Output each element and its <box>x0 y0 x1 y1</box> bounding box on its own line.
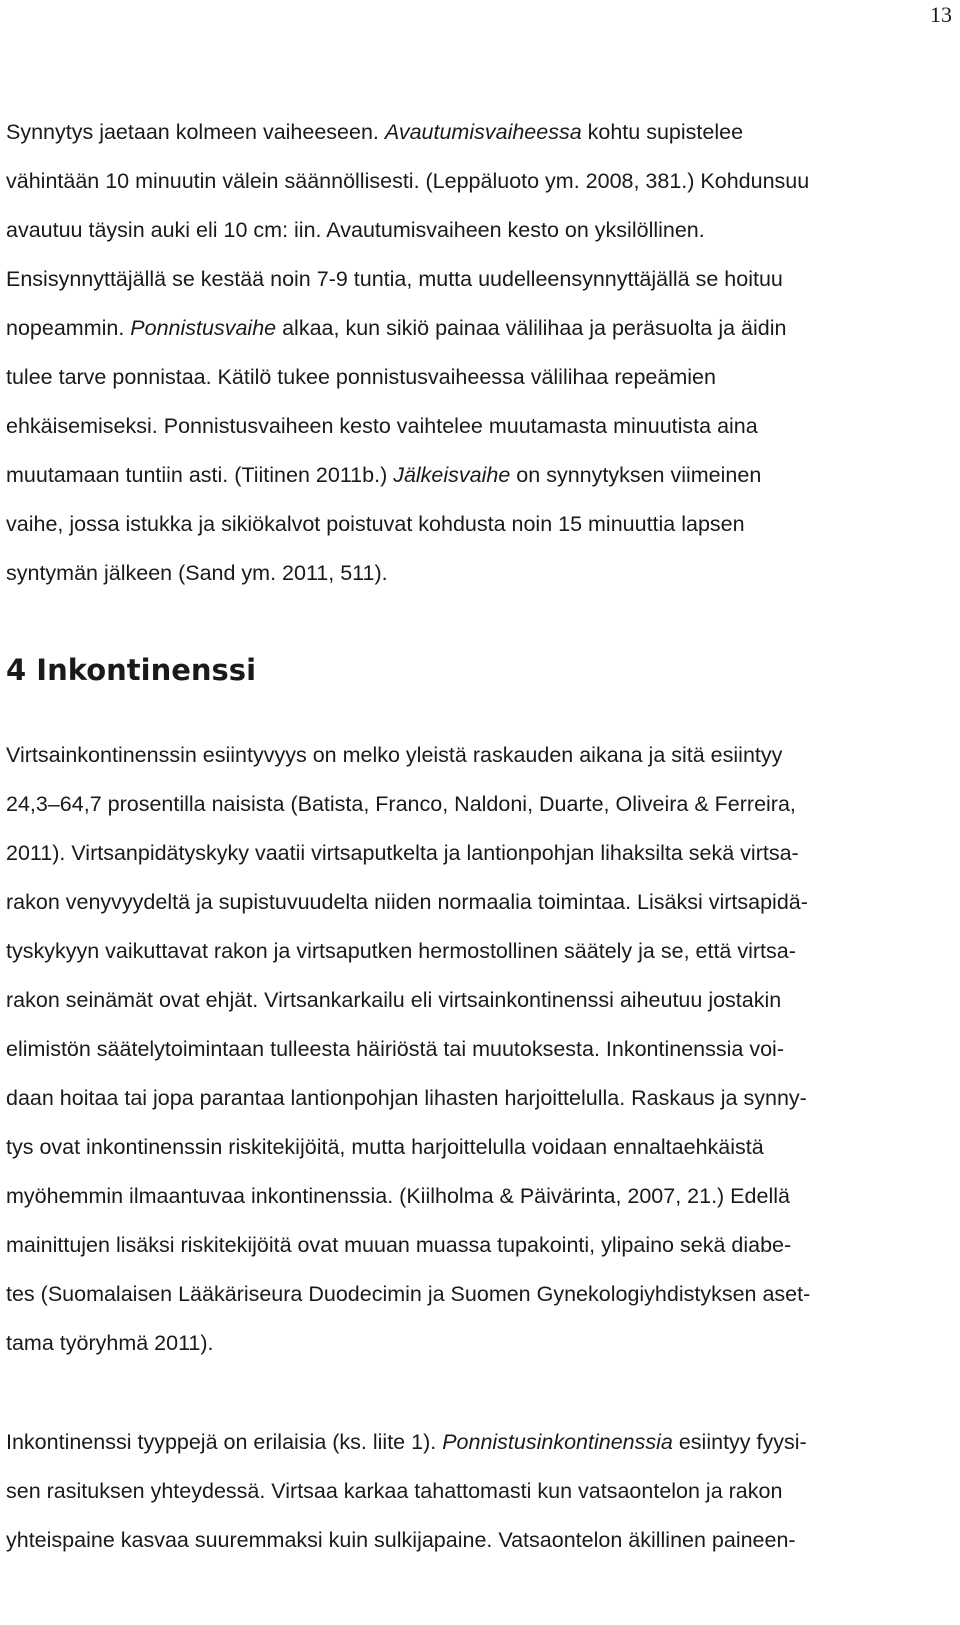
italic-term-avautumisvaihe: Avautumisvaiheessa <box>384 120 582 144</box>
text-run: Synnytys jaetaan kolmeen vaiheeseen. <box>6 120 385 144</box>
text-run: Inkontinenssi tyyppejä on erilaisia (ks. liite 1). <box>6 1430 443 1454</box>
page-number: 13 <box>930 2 952 27</box>
text-run: kohtu supistelee vähintään 10 minuutin välein säännöllisesti. (Leppäluoto ym. 2008, 381.) Kohdunsuu avautuu täysin auki eli 10 cm: iin. Avautumisvaiheen kesto on yksilöllinen. Ensisynnyttäjällä se kestää noin 7-9 tuntia, mutta uudelleensynnyttäjällä se hoituu nopeammin. <box>6 120 810 340</box>
text-run: esiintyy fyysi- sen rasituksen yhteydessä. Virtsaa karkaa tahattomasti kun vatsaontelon ja rakon yhteispaine kasvaa suuremmaksi kuin sulkijapaine. Vatsaontelon äkillinen paineen- <box>6 1430 807 1552</box>
section-heading: 4 Inkontinenssi <box>6 653 257 687</box>
paragraph-incontinence-intro: Virtsainkontinenssin esiintyvyys on melko yleistä raskauden aikana ja sitä esiintyy 24,3–64,7 prosentilla naisista (Batista, Franco, Naldoni, Duarte, Oliveira & Ferreira, 2011). Virtsanpidätyskyky vaatii virtsaputkelta ja lantionpohjan lihaksilta sekä virtsa- rakon venyvyydeltä ja supistuvuudelta niiden normaalia toimintaa. Lisäksi virtsapidä- tyskykyyn vaikuttavat rakon ja virtsaputken hermostollinen säätely ja se, että virtsa- rakon seinämät ovat ehjät. Virtsankarkailu eli virtsainkontinenssi aiheutuu jostakin elimistön säätelytoimintaan tulleesta häiriöstä tai muutoksesta. Inkontinenssia voi- daan hoitaa tai jopa parantaa lantionpohjan lihasten harjoittelulla. Raskaus ja synny- tys ovat inkontinenssin riskitekijöitä, mutta harjoittelulla voidaan ennaltaehkäistä myöhemmin ilmaantuvaa inkontinenssia. (Kiilholma & Päivärinta, 2007, 21.) Edellä mainittujen lisäksi riskitekijöitä ovat muuan muassa tupakointi, ylipaino sekä diabe- tes (Suomalaisen Lääkäriseura Duodecimin ja Suomen Gynekologiyhdistyksen aset- tama työryhmä 2011). <box>6 743 811 1355</box>
text-run: on synnytyksen viimeinen vaihe, jossa istukka ja sikiökalvot poistuvat kohdusta noin 15 minuuttia lapsen syntymän jälkeen (Sand ym. 2011, 511). <box>6 463 762 585</box>
paragraph-incontinence-types <box>6 1418 941 1565</box>
italic-term-ponnistusinkontinenssi: Ponnistusinkontinenssia <box>442 1430 673 1454</box>
paragraph-childbirth-stages <box>6 108 941 598</box>
document-body <box>6 108 941 1565</box>
italic-term-jalkeisvaihe: Jälkeisvaihe <box>393 463 511 487</box>
text-run: alkaa, kun sikiö painaa välilihaa ja peräsuolta ja äidin tulee tarve ponnistaa. Kätilö tukee ponnistusvaiheessa välilihaa repeämien ehkäisemiseksi. Ponnistusvaiheen kesto vaihtelee muutamasta minuutista aina muutamaan tuntiin asti. (Tiitinen 2011b.) <box>6 316 787 487</box>
italic-term-ponnistusvaihe: Ponnistusvaihe <box>130 316 277 340</box>
